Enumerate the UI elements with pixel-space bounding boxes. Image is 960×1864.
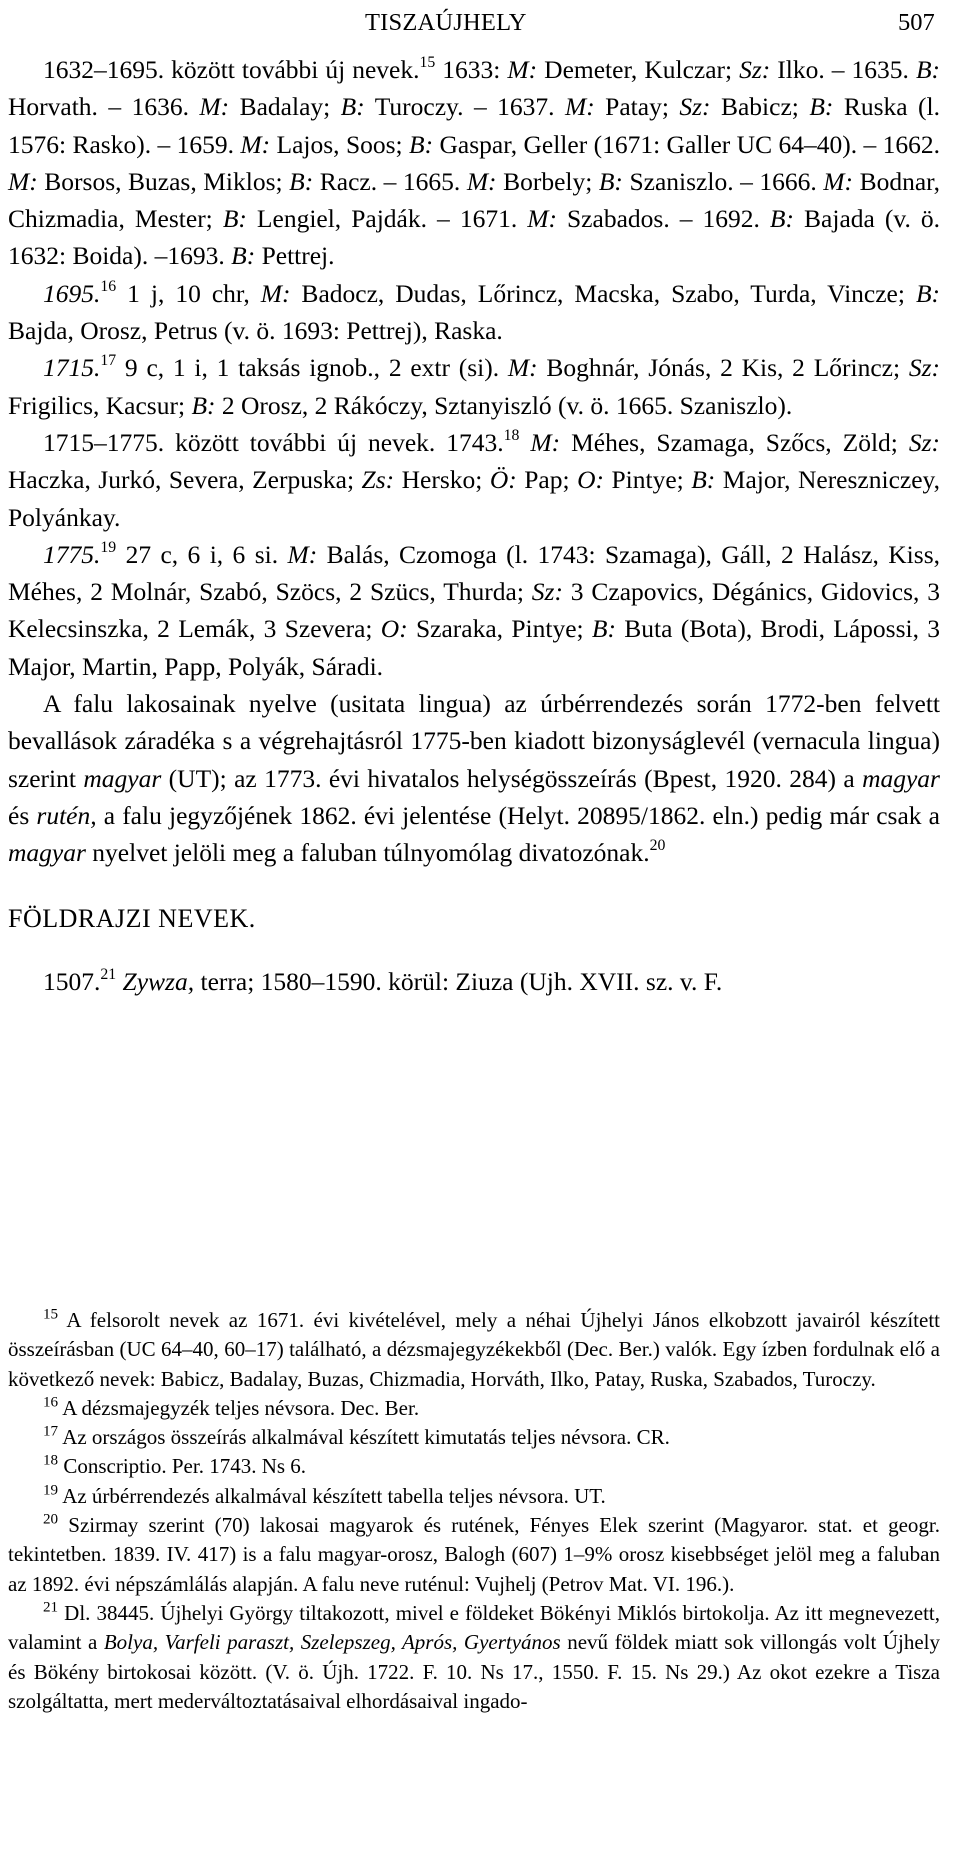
text-run: és xyxy=(8,800,37,830)
text-run: Turoczy. – 1637. xyxy=(364,92,565,122)
page-number: 507 xyxy=(898,9,935,36)
text-run: nyelvet jelöli meg a faluban túlnyomólag divatozónak. xyxy=(85,838,650,868)
text-run: magyar xyxy=(8,838,86,868)
text-run: Babicz; xyxy=(710,92,810,122)
text-run: Ruska (l. 1576: Rasko). – 1659. xyxy=(8,92,940,159)
text-run: Sz: xyxy=(908,353,940,383)
text-run: Major, Nereszniczey, Polyánkay. xyxy=(8,465,940,532)
running-header xyxy=(0,2,960,34)
text-run: Dl. 38445. Újhelyi György tiltakozott, mivel e földeket Bökényi Miklós birtokolja. Az itt megnevezett, valamint a xyxy=(8,1600,940,1655)
text-run: A felsorolt nevek az 1671. évi kivételével, mely a néhai Újhelyi János elkobzott javairól készített összeírásban (UC 64–40, 60–17) található, a dézsmajegyzékekből (Dec. Ber.) valók. Egy ízben fordulnak elő a következő nevek: Babicz, Badalay, Buzas, Chizmadia, Horváth, Ilko, Patay, Ruska, Szabados, Turoczy. xyxy=(8,1308,940,1391)
text-run: M: xyxy=(199,92,230,122)
text-run: Pap; xyxy=(516,465,578,495)
text-run: M: xyxy=(466,166,497,196)
text-run: 1 j, 10 chr, xyxy=(116,278,261,308)
note-marker: 18 xyxy=(503,426,520,444)
text-run: M: xyxy=(527,204,557,234)
text-run: Lajos, Soos; xyxy=(270,129,410,159)
text-run: M: xyxy=(260,278,291,308)
text-run: B: xyxy=(591,614,616,644)
text-run: 9 c, 1 i, 1 taksás ignob., 2 extr (si). xyxy=(116,353,508,383)
text-run: B: xyxy=(340,92,365,122)
note-marker: 17 xyxy=(100,352,117,370)
note-marker: 19 xyxy=(43,1482,59,1499)
paragraph-1775 xyxy=(8,536,940,685)
text-run: Szabados. – 1692. xyxy=(556,204,770,234)
text-run: Horvath. – 1636. xyxy=(8,92,200,122)
footnote-15 xyxy=(8,1306,940,1394)
text-run: Szaraka, Pintye; xyxy=(407,614,592,644)
text-run: Hersko; xyxy=(394,465,490,495)
note-marker: 19 xyxy=(100,538,117,556)
text-run: M: xyxy=(240,129,271,159)
text-run: 3 Czapovics, Dégánics, Gidovics, 3 Kelecsinszka, 2 Lemák, 3 Szevera; xyxy=(8,577,940,644)
note-marker: 17 xyxy=(43,1423,59,1440)
text-run: O: xyxy=(577,465,604,495)
text-run: Buta (Bota), Brodi, Lápossi, 3 Major, Martin, Papp, Polyák, Sáradi. xyxy=(8,614,940,681)
text-run: B: xyxy=(191,390,216,420)
note-marker: 20 xyxy=(43,1511,59,1528)
note-marker: 18 xyxy=(43,1453,59,1470)
footnote-19 xyxy=(8,1482,940,1511)
note-marker: 16 xyxy=(43,1394,59,1411)
text-run: Borsos, Buzas, Miklos; xyxy=(37,166,290,196)
text-run: M: xyxy=(564,92,595,122)
text-run: Szirmay szerint (70) lakosai magyarok és rutének, Fényes Elek szerint (Magyaror. stat. et geogr. tekintetben. 1839. IV. 417) is a falu magyar-orosz, Balogh (607) 1–9% orosz kisebbséget jelöl meg a faluban az 1892. évi népszámlálás alapján. A falu neve ruténul: Vujhelj (Petrov Mat. VI. 196.). xyxy=(8,1513,940,1596)
text-run: Gaspar, Geller (1671: Galler UC 64–40). – 1662. xyxy=(433,129,941,159)
text-run: Conscriptio. Per. 1743. Ns 6. xyxy=(58,1454,307,1479)
text-run: M: xyxy=(530,427,561,457)
text-run: Sz: xyxy=(531,577,563,607)
note-marker: 15 xyxy=(419,53,436,71)
text-run: Sz: xyxy=(908,427,941,457)
text-run: Pettrej. xyxy=(255,241,335,271)
text-run: Frigilics, Kacsur; xyxy=(8,390,192,420)
footnote-20 xyxy=(8,1511,940,1599)
text-run: B: xyxy=(915,278,941,308)
text-run: rutén, xyxy=(36,800,97,830)
text-run: Sz: xyxy=(739,55,771,84)
note-marker: 20 xyxy=(649,837,666,855)
text-run: Bajada (v. ö. 1632: Boida). –1693. xyxy=(8,204,940,271)
text-run: terra; 1580–1590. körül: Ziuza (Ujh. XVII. sz. v. F. xyxy=(194,966,723,996)
text-run: A falu lakosainak nyelve (usitata lingua) az úrbérrendezés során 1772-ben felvett bevallások záradéka s a végrehajtásról 1775-ben kiadott bizonyságlevél (vernacula lingua) szerint xyxy=(8,689,940,793)
text-run: M: xyxy=(823,166,854,196)
footnote-18 xyxy=(8,1452,940,1481)
text-run: Ö: xyxy=(489,465,517,495)
text-run: magyar xyxy=(862,763,940,793)
text-run: Zywza, xyxy=(122,966,195,996)
text-run: magyar xyxy=(83,763,162,793)
text-run: M: xyxy=(287,539,318,569)
text-run: B: xyxy=(231,241,256,271)
text-run: 1633: xyxy=(435,55,508,84)
text-run: Bolya, Varfeli paraszt, Szelepszeg, Aprós, Gyertyános xyxy=(103,1630,561,1655)
text-run: (UT); az 1773. évi hivatalos helységösszeírás (Bpest, 1920. 284) a xyxy=(161,763,863,793)
text-run: nevű földek miatt sok villongás volt Újhely és Bökény birtokosai között. (V. ö. Újh. 1722. F. 10. Ns 17., 1550. F. 15. Ns 29.) Az okot ezekre a Tisza szolgáltatta, mert mederváltoztatásaival elhordásaival ingado- xyxy=(8,1630,940,1713)
paragraph-language xyxy=(8,685,940,871)
paragraph-1715 xyxy=(8,349,940,424)
text-run: B: xyxy=(769,204,794,234)
text-run: Az úrbérrendezés alkalmával készített tabella teljes névsora. UT. xyxy=(58,1483,606,1508)
text-run: B: xyxy=(598,166,623,196)
note-marker: 16 xyxy=(100,277,117,295)
text-run: B: xyxy=(222,204,247,234)
text-run: Demeter, Kulczar; xyxy=(537,55,740,84)
text-run: B: xyxy=(809,92,834,122)
text-run: M: xyxy=(8,166,38,196)
footnotes xyxy=(8,1306,940,1716)
text-run: M: xyxy=(507,353,538,383)
text-run: Pintye; xyxy=(604,465,692,495)
text-run: B: xyxy=(289,166,314,196)
text-run: Patay; xyxy=(594,92,680,122)
text-run: Lengiel, Pajdák. – 1671. xyxy=(246,204,528,234)
paragraph-1507 xyxy=(8,963,940,1000)
text-run: 1775. xyxy=(43,539,101,569)
text-run: 1715. xyxy=(43,353,101,383)
text-run: M: xyxy=(507,55,538,84)
text-run: 1507. xyxy=(43,966,101,996)
text-run: 1695. xyxy=(43,278,101,308)
text-run: O: xyxy=(380,614,408,644)
text-run: A dézsmajegyzék teljes névsora. Dec. Ber. xyxy=(58,1395,420,1420)
paragraph-1715-1775 xyxy=(8,424,940,536)
footnote-16 xyxy=(8,1394,940,1423)
text-run: Szaniszlo. – 1666. xyxy=(622,166,824,196)
text-run: 1715–1775. között további új nevek. 1743. xyxy=(43,427,504,457)
text-run: B: xyxy=(691,465,716,495)
text-run: a falu jegyzőjének 1862. évi jelentése (Helyt. 20895/1862. eln.) pedig már csak a xyxy=(96,800,940,830)
footnote-17 xyxy=(8,1423,940,1452)
running-title: TISZAÚJHELY xyxy=(365,9,527,36)
text-run: Racz. – 1665. xyxy=(313,166,467,196)
text-run: Borbely; xyxy=(496,166,599,196)
text-run: Boghnár, Jónás, 2 Kis, 2 Lőrincz; xyxy=(537,353,909,383)
text-run: Bajda, Orosz, Petrus (v. ö. 1693: Pettrej), Raska. xyxy=(8,316,503,346)
text-run: Haczka, Jurkó, Severa, Zerpuska; xyxy=(8,465,362,495)
text-run: Balás, Czomoga (l. 1743: Szamaga), Gáll, 2 Halász, Kiss, Méhes, 2 Molnár, Szabó, Szöcs, 2 Szücs, Thurda; xyxy=(8,539,940,607)
text-run: Badocz, Dudas, Lőrincz, Macska, Szabo, Turda, Vincze; xyxy=(290,278,916,308)
text-run: Sz: xyxy=(679,92,711,122)
note-marker: 15 xyxy=(43,1306,59,1323)
text-run xyxy=(519,428,530,457)
text-run: B: xyxy=(409,129,434,159)
paragraph-1632-1695 xyxy=(8,51,940,275)
text-run: 2 Orosz, 2 Rákóczy, Sztanyiszló (v. ö. 1665. Szaniszlo). xyxy=(215,390,793,420)
paragraph-1695 xyxy=(8,275,940,350)
text-run: Méhes, Szamaga, Szőcs, Zöld; xyxy=(560,427,909,457)
note-marker: 21 xyxy=(43,1599,59,1616)
footnote-21 xyxy=(8,1599,940,1716)
text-run: Ilko. – 1635. xyxy=(770,55,916,84)
section-heading: FÖLDRAJZI NEVEK. xyxy=(8,903,256,933)
text-run: B: xyxy=(915,55,941,84)
text-run: Badalay; xyxy=(229,92,341,122)
text-run: Bodnar, Chizmadia, Mester; xyxy=(8,166,940,234)
note-marker: 21 xyxy=(100,965,117,983)
text-run: 1632–1695. között további új nevek. xyxy=(43,55,420,84)
main-text xyxy=(8,51,940,1000)
text-run: 27 c, 6 i, 6 si. xyxy=(116,539,288,569)
text-run: Zs: xyxy=(361,465,395,495)
text-run: Az országos összeírás alkalmával készített kimutatás teljes névsora. CR. xyxy=(58,1425,670,1450)
